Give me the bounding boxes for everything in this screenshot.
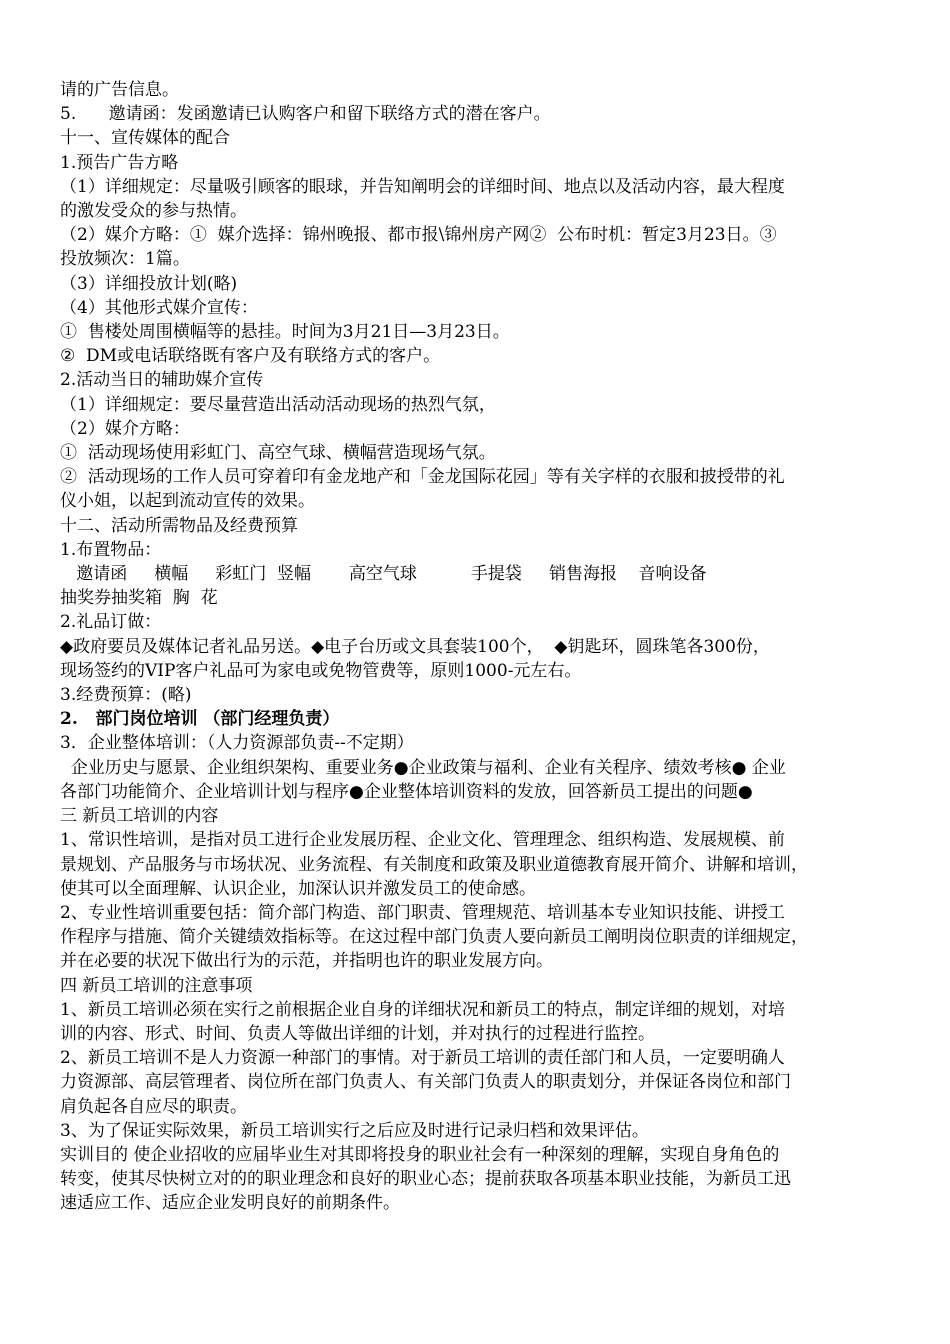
text-line: 1、常识性培训，是指对员工进行企业发展历程、企业文化、管理理念、组织构造、发展规模、前 (60, 830, 785, 851)
text-line: 2、专业性培训重要包括：简介部门构造、部门职责、管理规范、培训基本专业知识技能、讲授工 (60, 902, 785, 923)
text-line: 仪小姐，以起到流动宣传的效果。 (60, 491, 315, 512)
text-line: 力资源部、高层管理者、岗位所在部门负责人、有关部门负责人的职责划分，并保证各岗位和部门 (60, 1072, 791, 1093)
text-line: 实训目的 使企业招收的应届毕业生对其即将投身的职业社会有一种深刻的理解，实现自身角色的 (60, 1144, 780, 1165)
text-line: 各部门功能简介、企业培训计划与程序●企业整体培训资料的发放，回答新员工提出的问题● (60, 781, 753, 802)
text-line: 四 新员工培训的注意事项 (60, 975, 253, 996)
text-line: 3．企业整体培训：（人力资源部负责--不定期） (60, 733, 414, 754)
text-line: 2.活动当日的辅助媒介宣传 (60, 370, 264, 391)
text-line: ① 售楼处周围横幅等的悬挂。时间为3月21日—3月23日。 (60, 322, 510, 343)
text-line: （1）详细规定：尽量吸引顾客的眼球，并告知阐明会的详细时间、地点以及活动内容，最大程度 (60, 176, 785, 197)
text-line: （2）媒介方略：① 媒介选择：锦州晚报、都市报\锦州房产网② 公布时机：暂定3月23日。③ (60, 225, 777, 246)
text-line: （4）其他形式媒介宣传： (60, 297, 258, 318)
text-line: ① 活动现场使用彩虹门、高空气球、横幅营造现场气氛。 (60, 443, 496, 464)
text-line: 1.布置物品： (60, 539, 162, 560)
text-line: 转变，使其尽快树立对的的职业理念和良好的职业心态；提前获取各项基本职业技能，为新员工迅 (60, 1169, 791, 1190)
text-line: 3.经费预算：(略) (60, 685, 192, 706)
text-line: 请的广告信息。 (60, 80, 179, 100)
text-line: （1）详细规定：要尽量营造出活动活动现场的热烈气氛， (60, 394, 496, 415)
text-line: ◆政府要员及媒体记者礼品另送。◆电子台历或文具套装100个， ◆钥匙环，圆珠笔各300份， (60, 636, 770, 657)
text-line: 邀请函 横幅 彩虹门 竖幅 高空气球 手提袋 销售海报 音响设备 (60, 564, 707, 585)
bold-heading-line: 2. 部门岗位培训 （部门经理负责） (60, 709, 340, 730)
text-line: 2.礼品订做： (60, 612, 162, 633)
text-line: 三 新员工培训的内容 (60, 806, 219, 827)
text-line: 的激发受众的参与热情。 (60, 201, 247, 222)
text-line: （3）详细投放计划(略) (60, 273, 238, 294)
text-line: 作程序与措施、简介关键绩效指标等。在这过程中部门负责人要向新员工阐明岗位职责的详细规定， (60, 927, 808, 948)
text-line: 现场签约的VIP客户礼品可为家电或免物管费等，原则1000-元左右。 (60, 660, 582, 681)
text-line: 十二、活动所需物品及经费预算 (60, 515, 298, 536)
text-line: 十一、宣传媒体的配合 (60, 128, 230, 149)
text-line: 投放频次：1篇。 (60, 249, 190, 270)
text-line: 训的内容、形式、时间、负责人等做出详细的计划，并对执行的过程进行监控。 (60, 1023, 655, 1044)
text-line: 景规划、产品服务与市场状况、业务流程、有关制度和政策及职业道德教育展开简介、讲解和培训， (60, 854, 808, 875)
text-line: ② 活动现场的工作人员可穿着印有金龙地产和「金龙国际花园」等有关字样的衣服和披授带的礼 (60, 467, 785, 488)
document-body (60, 78, 895, 1216)
text-line: 3、为了保证实际效果，新员工培训实行之后应及时进行记录归档和效果评估。 (60, 1120, 649, 1141)
text-line: 抽奖券抽奖箱 胸 花 (60, 588, 218, 609)
text-line: 5. 邀请函：发函邀请已认购客户和留下联络方式的潜在客户。 (60, 104, 551, 125)
text-line: 2、新员工培训不是人力资源一种部门的事情。对于新员工培训的责任部门和人员，一定要明确人 (60, 1048, 785, 1069)
text-line: 1、新员工培训必须在实行之前根据企业自身的详细状况和新员工的特点，制定详细的规划，对培 (60, 999, 785, 1020)
text-line: （2）媒介方略： (60, 418, 190, 439)
text-line: 速适应工作、适应企业发明良好的前期条件。 (60, 1193, 400, 1214)
text-line: 企业历史与愿景、企业组织架构、重要业务●企业政策与福利、企业有关程序、绩效考核● 企业 (60, 757, 786, 778)
text-line: 1.预告广告方略 (60, 152, 179, 173)
text-line: 并在必要的状况下做出行为的示范，并指明也许的职业发展方向。 (60, 951, 553, 972)
text-line: 肩负起各自应尽的职责。 (60, 1096, 247, 1117)
text-line: 使其可以全面理解、认识企业，加深认识并激发员工的使命感。 (60, 878, 536, 899)
text-line: ② DM或电话联络既有客户及有联络方式的客户。 (60, 346, 441, 367)
